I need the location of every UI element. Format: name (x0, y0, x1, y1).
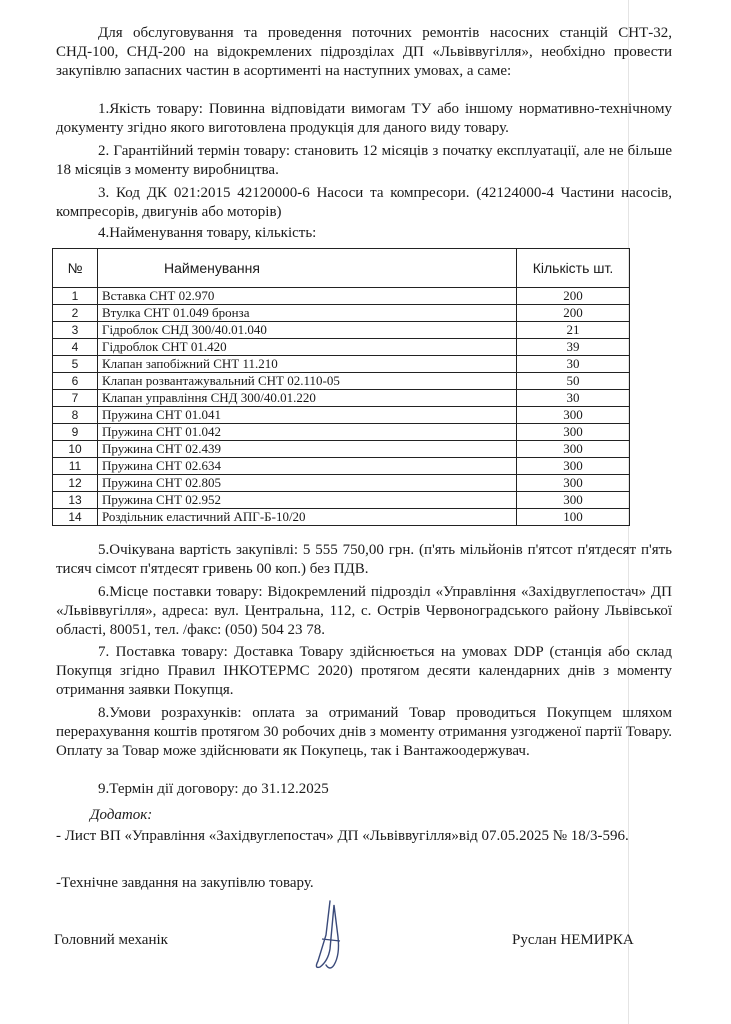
clause-warranty: 2. Гарантійний термін товару: становить 12 місяців з початку експлуатації, але не більше 18 місяців з моменту виробництва. (56, 143, 672, 178)
intro-paragraph: Для обслуговування та проведення поточних ремонтів насосних станцій СНТ-32, СНД-100, СНД-200 на відокремлених підрозділах ДП «Львіввугілля», необхідно провести закупівлю запасних частин в асортименті на наступних умовах, а саме: (56, 25, 672, 79)
attachment-letter: - Лист ВП «Управління «Західвуглепостач» ДП «Львіввугілля»від 07.05.2025 № 18/3-596. (56, 828, 629, 844)
row-quantity: 30 (517, 390, 630, 407)
row-number: 8 (53, 407, 98, 424)
row-quantity: 30 (517, 356, 630, 373)
signatory-position: Головний механік (54, 932, 168, 948)
row-quantity: 50 (517, 373, 630, 390)
row-number: 1 (53, 288, 98, 305)
row-number: 4 (53, 339, 98, 356)
header-number: № (53, 249, 98, 288)
header-quantity: Кількість шт. (517, 249, 630, 288)
row-quantity: 39 (517, 339, 630, 356)
row-name: Пружина СНТ 02.805 (98, 475, 517, 492)
row-number: 10 (53, 441, 98, 458)
goods-table (52, 248, 630, 526)
row-number: 9 (53, 424, 98, 441)
row-quantity: 21 (517, 322, 630, 339)
row-quantity: 300 (517, 475, 630, 492)
row-name: Вставка СНТ 02.970 (98, 288, 517, 305)
clause-goods-title: 4.Найменування товару, кількість: (98, 225, 317, 241)
handwritten-signature (300, 895, 360, 975)
clause-expected-cost: 5.Очікувана вартість закупівлі: 5 555 750,00 грн. (п'ять мільйонів п'ятсот п'ятдесят п'ять тисяч сімсот п'ятдесят гривень 00 коп.) без ПДВ. (56, 542, 672, 577)
header-name: Найменування (98, 249, 517, 288)
row-quantity: 300 (517, 458, 630, 475)
table-row (53, 407, 630, 424)
row-name: Втулка СНТ 01.049 бронза (98, 305, 517, 322)
row-number: 6 (53, 373, 98, 390)
table-row (53, 322, 630, 339)
row-quantity: 100 (517, 509, 630, 526)
row-name: Пружина СНТ 02.952 (98, 492, 517, 509)
row-number: 13 (53, 492, 98, 509)
row-name: Клапан розвантажувальний СНТ 02.110-05 (98, 373, 517, 390)
table-row (53, 356, 630, 373)
table-row (53, 509, 630, 526)
clause-quality: 1.Якість товару: Повинна відповідати вимогам ТУ або іншому нормативно-технічному документу згідно якого виготовлена продукція для даного виду товару. (56, 101, 672, 136)
table-row (53, 339, 630, 356)
table-row (53, 305, 630, 322)
row-quantity: 300 (517, 407, 630, 424)
row-name: Пружина СНТ 02.439 (98, 441, 517, 458)
table-row (53, 424, 630, 441)
signatory-name: Руслан НЕМИРКА (512, 932, 634, 948)
clause-delivery-terms: 7. Поставка товару: Доставка Товару здійснюється на умовах DDP (станція або склад Покупця згідно Правил ІНКОТЕРМС 2020) протягом десяти календарних днів з моменту отримання заявки Покупця. (56, 644, 672, 698)
attachments-title: Додаток: (90, 807, 153, 823)
table-row (53, 390, 630, 407)
clause-payment: 8.Умови розрахунків: оплата за отриманий Товар проводиться Покупцем шляхом перерахування коштів протягом 30 робочих днів з моменту отримання узгодженої партії Товару. Оплату за Товар може здійснювати як Покупець, так і Вантажоодержувач. (56, 705, 672, 759)
row-quantity: 300 (517, 441, 630, 458)
table-row (53, 373, 630, 390)
row-number: 2 (53, 305, 98, 322)
table-row (53, 288, 630, 305)
row-name: Клапан запобіжний СНТ 11.210 (98, 356, 517, 373)
row-number: 7 (53, 390, 98, 407)
row-number: 5 (53, 356, 98, 373)
row-name: Гідроблок СНД 300/40.01.040 (98, 322, 517, 339)
row-number: 12 (53, 475, 98, 492)
row-quantity: 300 (517, 492, 630, 509)
table-header-row (53, 249, 630, 288)
row-number: 14 (53, 509, 98, 526)
table-row (53, 441, 630, 458)
row-name: Пружина СНТ 01.041 (98, 407, 517, 424)
row-name: Пружина СНТ 02.634 (98, 458, 517, 475)
table-row (53, 475, 630, 492)
attachment-tech-spec: -Технічне завдання на закупівлю товару. (56, 875, 314, 891)
row-name: Роздільник еластичний АПГ-Б-10/20 (98, 509, 517, 526)
table-row (53, 492, 630, 509)
row-name: Клапан управління СНД 300/40.01.220 (98, 390, 517, 407)
clause-dk-code: 3. Код ДК 021:2015 42120000-6 Насоси та компресори. (42124000-4 Частини насосів, компресорів, двигунів або моторів) (56, 185, 672, 220)
row-quantity: 300 (517, 424, 630, 441)
row-quantity: 200 (517, 288, 630, 305)
row-number: 11 (53, 458, 98, 475)
table-row (53, 458, 630, 475)
row-number: 3 (53, 322, 98, 339)
clause-delivery-place: 6.Місце поставки товару: Відокремлений підрозділ «Управління «Західвуглепостач» ДП «Львіввугілля», адреса: вул. Центральна, 112, с. Острів Червоноградського району Львівської області, 80051, тел. /факс: (050) 504 23 78. (56, 584, 672, 638)
row-name: Гідроблок СНТ 01.420 (98, 339, 517, 356)
row-name: Пружина СНТ 01.042 (98, 424, 517, 441)
clause-contract-term: 9.Термін дії договору: до 31.12.2025 (98, 781, 329, 797)
row-quantity: 200 (517, 305, 630, 322)
